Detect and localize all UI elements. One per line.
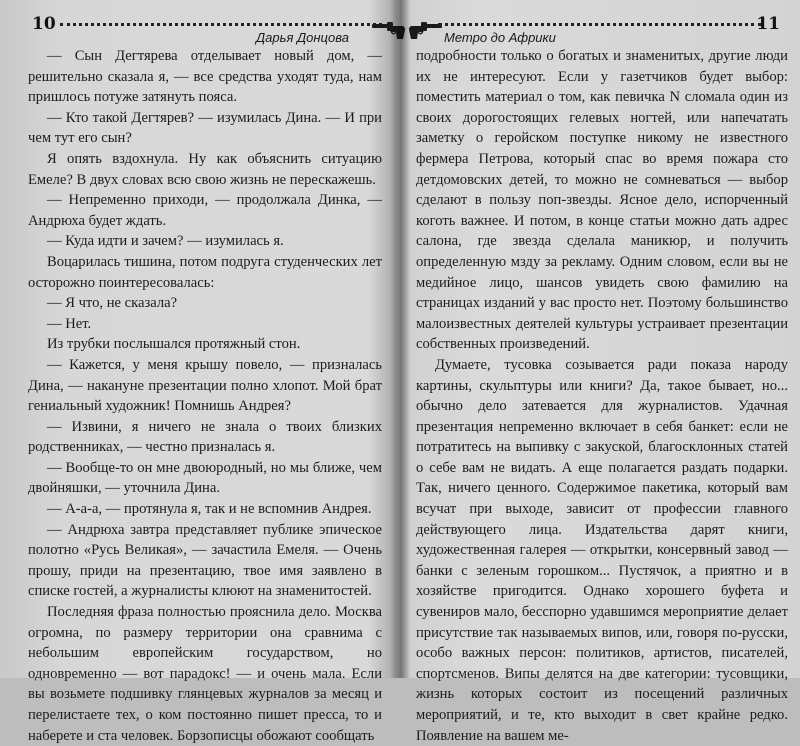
paragraph: Воцарилась тишина, потом подруга студенческих лет осторожно поинтересовалась:: [28, 253, 382, 291]
paragraph: Из трубки послышался протяжный стон.: [46, 336, 301, 353]
paragraph: — А-а-а, — протянула я, так и не вспомнив Андрея.: [46, 501, 372, 518]
paragraph: Последняя фраза полностью прояснила дело. Москва огромна, по размеру территории она сравнима с небольшим европейским государством, но одновременно — вот парадокс! — и очень мала. Если вы возьмете подшивку глянцевых журналов за месяц и перелистаете тех, о ком постоянно пишет пресса, то и наберете и ста человек. Борзописцы обожают сообщать: [28, 604, 382, 744]
paragraph: подробности только о богатых и знаменитых, другие люди их не интересуют. Если у газетчиков будет выбор: поместить материал о том, как певичка N сломала один из своих дорогостоящих гелевых ногтей, или напечатать заметку о геройском поступке никому не известного фермера Петрова, который спас во время пожара сто детдомовских детей, то можно не сомневаться — выбор сделают в пользу поп-звезды. Ясное дело, испорченный коготь важнее. И потом, в конце статьи можно дать адрес салона, где звезда сделала маникюр, и получить определенную мзду за рекламу. Одним словом, если вы не медийное лицо, шансов увидеть свою фамилию на страницах изданий у вас просто нет. Поэтому большинство малоизвестных деятелей культуры устраивает презентации собственных произведений.: [416, 48, 788, 353]
paragraph: Думаете, тусовка созывается ради показа народу картины, скульптуры или книги? Да, такое бывает, но... обычно дело затевается для журналистов. Удачная презентация непременно включает в себя банкет: если не потратитесь на выпивку с закуской, благосклонных статей о себе вам не видать. А еще полагается раздать подарки. Так, ничего ценного. Содержимое пакетика, который вам всучат при выходе, зависит от профессии главного действующего лица. Издательства дарят книги, художественная галерея — открытки, консервный завод — банки с зеленым горошком... Пустячок, а приятно и в хозяйстве пригодится. Однако хорошего буфета и сувениров мало, бесспорно удавшимся мероприятие делает присутствие так называемых випов, или, говоря по-русски, особо важных персон: политиков, артистов, писателей, спортсменов. Випы делятся на две категории: тусовщики, жизнь которых состоит из посещений различных мероприятий, и те, кто выходит в свет крайне редко. Появление на вашем ме-: [416, 356, 788, 744]
right-page-body: [416, 46, 788, 746]
right-page-header: [408, 10, 794, 44]
revolver-icon: [408, 22, 442, 40]
left-page-header: [26, 10, 392, 44]
paragraph: Я опять вздохнула. Ну как объяснить ситуацию Емеле? В двух словах всю свою жизнь не перескажешь.: [28, 150, 382, 188]
paragraph: — Непременно приходи, — продолжала Динка, — Андрюха будет ждать.: [28, 192, 382, 229]
paragraph: — Извини, я ничего не знала о твоих близких родственниках, — честно призналась я.: [28, 418, 382, 456]
paragraph: — Андрюха завтра представляет публике эпическое полотно «Русь Великая», — зачастила Емеля. — Очень прошу, приди на презентацию, твое имя заявлено в списке гостей, а журналисты клюют на знаменитостей.: [28, 521, 382, 600]
right-page-number: 11: [756, 14, 780, 34]
paragraph: — Я что, не сказала?: [46, 295, 178, 312]
paragraph: — Нет.: [46, 315, 92, 332]
paragraph: — Кажется, у меня крышу повело, — призналась Дина, — накануне презентации полно хлопот. Мой брат гениальный художник! Помнишь Андрея?: [28, 356, 382, 415]
left-page: [0, 0, 396, 744]
paragraph: — Куда идти и зачем? — изумилась я.: [46, 233, 284, 250]
paragraph: — Вообще-то он мне двоюродный, но мы ближе, чем двойняшки, — уточнила Дина.: [28, 459, 382, 497]
paragraph: — Сын Дегтярева отделывает новый дом, — решительно сказала я, — все средства уходят туда, нам пришлось потуже затянуть пояса.: [28, 48, 382, 106]
right-page: [402, 0, 800, 744]
left-page-number: 10: [32, 14, 56, 34]
paragraph: — Кто такой Дегтярев? — изумилась Дина. — И при чем тут его сын?: [28, 109, 382, 147]
left-header-dotted-rule: [60, 23, 382, 26]
right-running-head: Метро до Африки: [444, 30, 556, 45]
right-header-dotted-rule: [438, 23, 762, 26]
left-running-head: Дарья Донцова: [256, 30, 349, 45]
left-page-body: [28, 46, 382, 746]
